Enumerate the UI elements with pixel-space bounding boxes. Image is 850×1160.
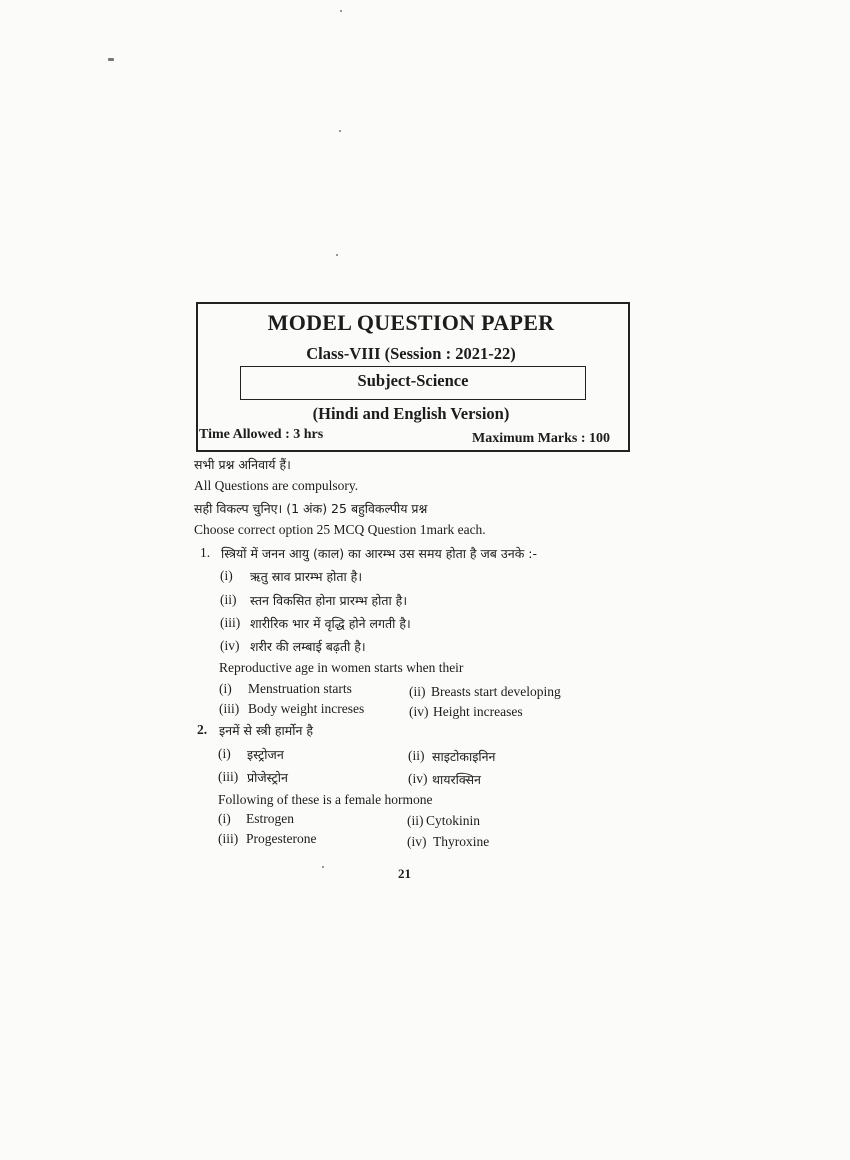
question-text-hindi: स्त्रियों में जनन आयु (काल) का आरम्भ उस समय होता है जब उनके :-: [221, 546, 537, 561]
option-label: (i): [218, 811, 231, 826]
paper-title: MODEL QUESTION PAPER: [267, 310, 555, 335]
question-text-english: Following of these is a female hormone: [218, 792, 433, 807]
option-text-english: Height increases: [433, 704, 523, 719]
option-label: (i): [218, 746, 231, 761]
version-line: (Hindi and English Version): [312, 404, 510, 423]
option-label: (i): [219, 681, 232, 696]
instruction-compulsory-hindi: सभी प्रश्न अनिवार्य हैं।: [194, 457, 291, 472]
instruction-choose-hindi: सही विकल्प चुनिए। (1 अंक) 25 बहुविकल्पीय प्रश्न: [194, 501, 428, 516]
option-label: (ii): [408, 748, 425, 763]
option-text-hindi: शरीर की लम्बाई बढ़ती है।: [250, 639, 366, 654]
option-label: (i): [220, 568, 233, 583]
time-allowed: Time Allowed : 3 hrs: [199, 427, 324, 442]
option-label: (ii): [220, 592, 237, 607]
option-label: (ii): [409, 684, 426, 699]
question-number: 1.: [200, 545, 211, 560]
option-label: (iv): [407, 834, 427, 849]
scan-speck: [336, 254, 338, 256]
option-text-hindi: स्तन विकसित होना प्रारम्भ होता है।: [250, 593, 408, 608]
option-text-english: Menstruation starts: [248, 681, 352, 696]
scan-speck: [340, 10, 342, 12]
option-text-english: Progesterone: [246, 831, 317, 846]
option-text-english: Estrogen: [246, 811, 294, 826]
option-text-english: Breasts start developing: [431, 684, 561, 699]
scan-speck: [339, 130, 341, 132]
option-label: (iii): [220, 615, 241, 630]
question-number: 2.: [197, 722, 208, 737]
subject-title: Subject-Science: [357, 371, 469, 390]
maximum-marks: Maximum Marks : 100: [472, 431, 611, 446]
instruction-compulsory-english: All Questions are compulsory.: [194, 478, 359, 493]
option-text-hindi: इस्ट्रोजन: [247, 747, 284, 762]
instruction-choose-english: Choose correct option 25 MCQ Question 1mark each.: [194, 522, 486, 537]
option-label: (iii): [219, 701, 240, 716]
option-text-hindi: साइटोकाइनिन: [432, 749, 496, 764]
question-text-hindi: इनमें से स्त्री हार्मोन है: [219, 723, 314, 738]
option-label: (ii): [407, 813, 424, 828]
scan-speck: [108, 58, 114, 61]
option-text-english: Cytokinin: [426, 813, 481, 828]
class-session: Class-VIII (Session : 2021-22): [306, 344, 516, 363]
question-text-english: Reproductive age in women starts when their: [219, 660, 464, 675]
option-text-hindi: शारीरिक भार में वृद्धि होने लगती है।: [250, 616, 411, 631]
option-text-english: Body weight increses: [248, 701, 365, 716]
option-label: (iv): [409, 704, 429, 719]
option-label: (iv): [408, 771, 428, 786]
option-text-hindi: थायरक्सिन: [432, 772, 481, 787]
option-text-hindi: प्रोजेस्ट्रोन: [247, 770, 288, 785]
option-label: (iv): [220, 638, 240, 653]
option-text-english: Thyroxine: [433, 834, 490, 849]
page-number: 21: [398, 866, 411, 881]
option-label: (iii): [218, 769, 239, 784]
option-text-hindi: ऋतु स्राव प्रारम्भ होता है।: [250, 569, 363, 584]
option-label: (iii): [218, 831, 239, 846]
scan-speck: [322, 866, 324, 868]
